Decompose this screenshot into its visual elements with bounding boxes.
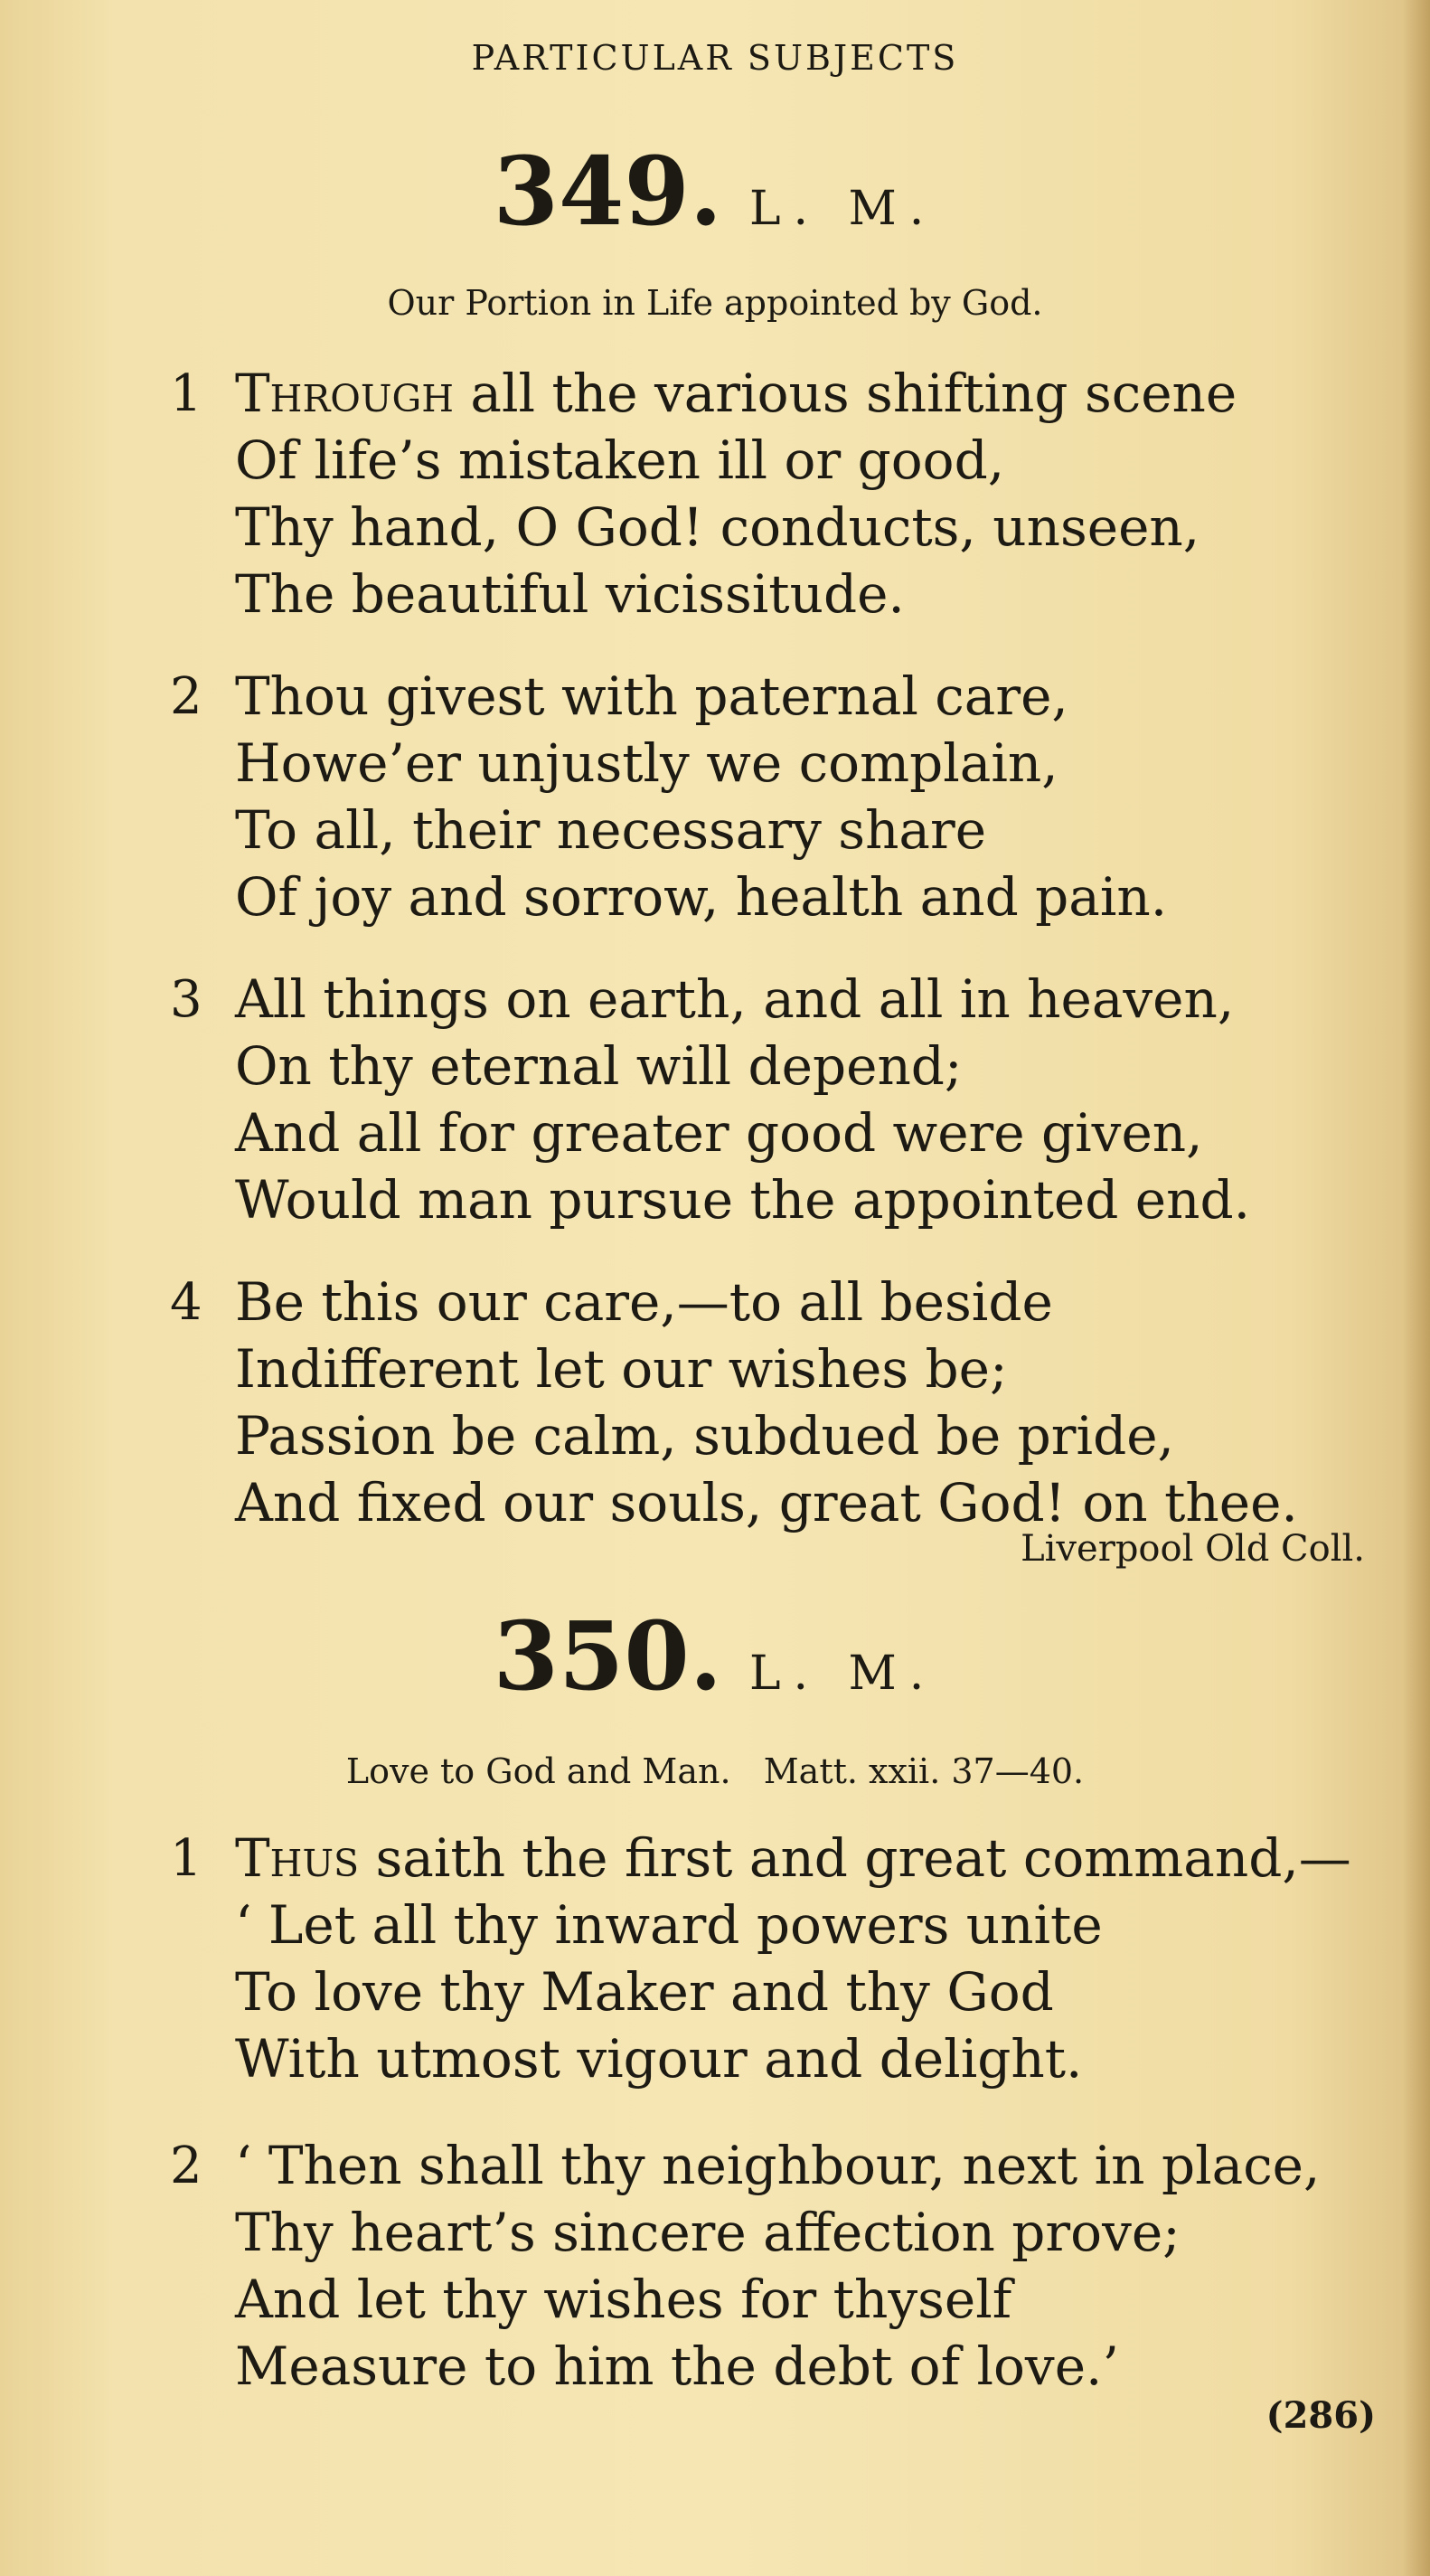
verse-number: 2 <box>170 2137 202 2195</box>
hymn-title: Love to God and Man. Matt. xxii. 37—40. <box>345 1751 1085 1791</box>
verse-line: On thy eternal will depend; <box>235 1035 963 1097</box>
verse-line: With utmost vigour and delight. <box>235 2028 1083 2090</box>
verse <box>235 663 1167 930</box>
hymn-heading <box>0 136 1430 247</box>
verse <box>235 360 1237 627</box>
verse-line <box>235 1825 1351 1892</box>
verse-line: Of joy and sorrow, health and pain. <box>235 866 1168 928</box>
attribution: Liverpool Old Coll. <box>1021 1528 1365 1570</box>
page-number: (286) <box>1265 2394 1376 2437</box>
verse-line: ‘ Let all thy inward powers unite <box>235 1894 1103 1956</box>
verse-line: Thou givest with paternal care, <box>235 665 1068 727</box>
verse-line: Measure to him the debt of love.’ <box>235 2335 1119 2397</box>
verse-line: And let thy wishes for thyself <box>235 2269 1012 2330</box>
verse-line: All things on earth, and all in heaven, <box>235 968 1235 1030</box>
verse <box>235 2132 1320 2400</box>
verse-number: 1 <box>170 364 202 423</box>
verse-line-rest: all the various shifting scene <box>453 363 1237 424</box>
verse-line: ‘ Then shall thy neighbour, next in place, <box>235 2135 1321 2196</box>
hymn-heading <box>0 1600 1430 1712</box>
verse <box>235 1825 1351 2092</box>
hymn-meter: L. M. <box>748 1647 937 1701</box>
verse-line <box>235 360 1237 427</box>
verse-line: And all for greater good were given, <box>235 1102 1203 1164</box>
verse-line: Be this our care,—to all beside <box>235 1271 1053 1333</box>
verse <box>235 1269 1298 1536</box>
hymn-number: 349. <box>493 136 722 247</box>
verse-first-word: Through <box>235 363 454 424</box>
verse-line: Would man pursue the appointed end. <box>235 1169 1251 1231</box>
verse-number: 1 <box>170 1829 202 1888</box>
verse-line: And fixed our souls, great God! on thee. <box>235 1472 1298 1533</box>
verse-number: 3 <box>170 970 202 1029</box>
verse-line: To all, their necessary share <box>235 799 987 861</box>
verse-line: Passion be calm, subdued be pride, <box>235 1405 1174 1467</box>
verse-number: 2 <box>170 667 202 726</box>
verse-line: Of life’s mistaken ill or good, <box>235 429 1005 491</box>
verse <box>235 966 1250 1233</box>
verse-line-rest: saith the first and great command,— <box>359 1827 1351 1889</box>
verse-line: The beautiful vicissitude. <box>235 563 905 625</box>
hymn-title: Our Portion in Life appointed by God. <box>387 283 1043 323</box>
verse-line: Thy heart’s sincere affection prove; <box>235 2202 1181 2263</box>
verse-line: To love thy Maker and thy God <box>235 1961 1054 2023</box>
hymn-number: 350. <box>493 1600 722 1712</box>
hymn-meter: L. M. <box>748 182 937 236</box>
verse-first-word: Thus <box>235 1827 360 1889</box>
verse-line: Howe’er unjustly we complain, <box>235 732 1058 794</box>
running-head: PARTICULAR SUBJECTS <box>471 38 959 78</box>
verse-number: 4 <box>170 1273 202 1332</box>
verse-line: Thy hand, O God! conducts, unseen, <box>235 496 1200 558</box>
page-edge <box>1403 0 1430 2576</box>
verse-line: Indifferent let our wishes be; <box>235 1338 1008 1400</box>
